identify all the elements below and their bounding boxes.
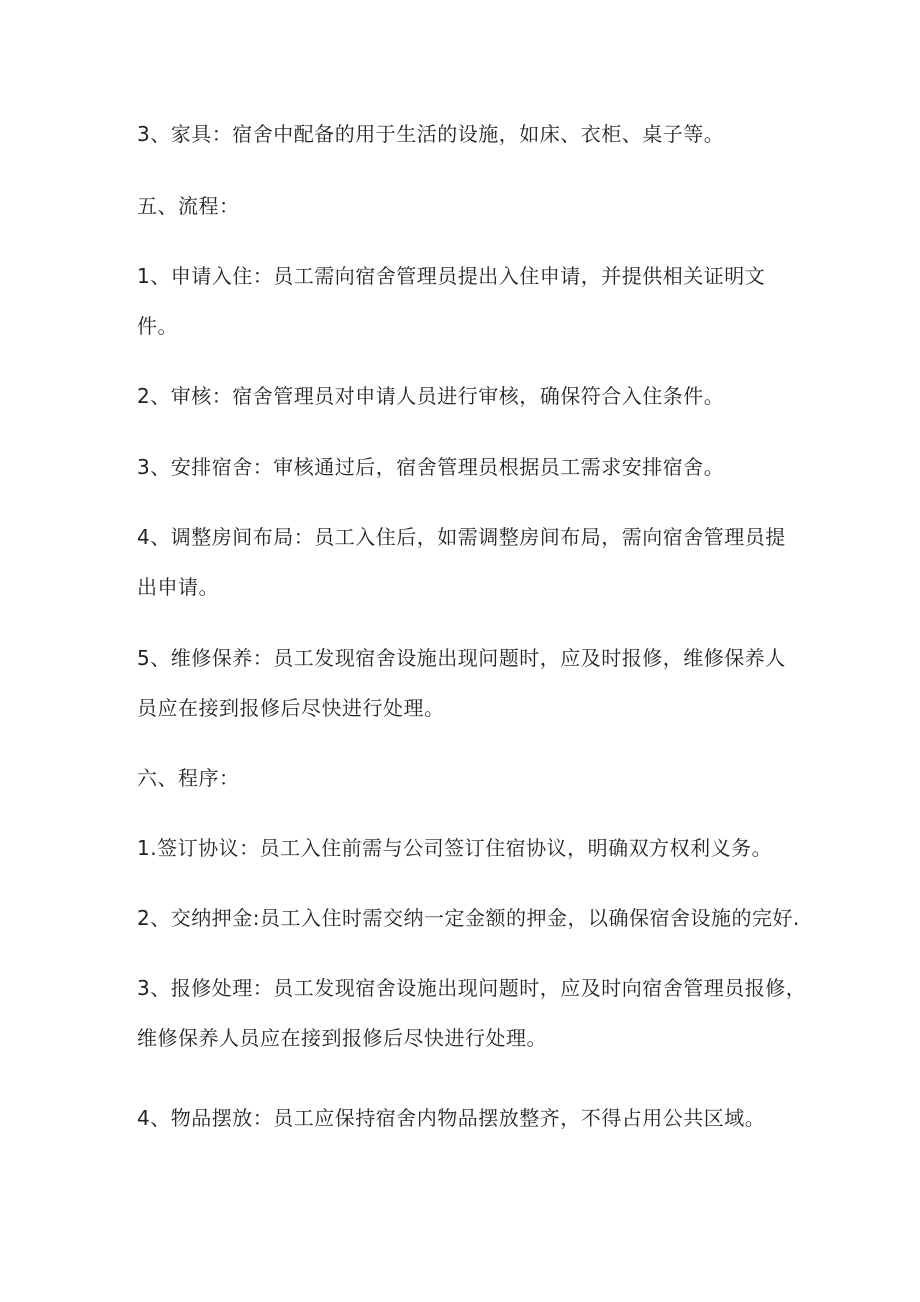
process-step-apply: 1、申请入住：员工需向宿舍管理员提出入住申请，并提供相关证明文 <box>137 264 766 288</box>
process-step-apply-cont: 件。 <box>137 314 178 338</box>
procedure-step-deposit: 2、交纳押金:员工入住时需交纳一定金额的押金，以确保宿舍设施的完好. <box>137 906 800 930</box>
process-step-adjust-layout: 4、调整房间布局：员工入住后，如需调整房间布局，需向宿舍管理员提 <box>137 525 786 549</box>
section-heading-procedure: 六、程序： <box>137 766 240 790</box>
procedure-step-repair: 3、报修处理：员工发现宿舍设施出现问题时，应及时向宿舍管理员报修， <box>137 976 807 1000</box>
procedure-step-belongings: 4、物品摆放：员工应保持宿舍内物品摆放整齐，不得占用公共区域。 <box>137 1106 766 1130</box>
item-furniture: 3、家具：宿舍中配备的用于生活的设施，如床、衣柜、桌子等。 <box>137 122 725 146</box>
procedure-step-repair-cont: 维修保养人员应在接到报修后尽快进行处理。 <box>137 1026 547 1050</box>
section-heading-process: 五、流程： <box>137 194 240 218</box>
procedure-step-agreement: 1.签订协议：员工入住前需与公司签订住宿协议，明确双方权利义务。 <box>137 836 773 860</box>
process-step-maintenance-cont: 员应在接到报修后尽快进行处理。 <box>137 696 445 720</box>
process-step-maintenance: 5、维修保养：员工发现宿舍设施出现问题时，应及时报修，维修保养人 <box>137 646 786 670</box>
process-step-assign: 3、安排宿舍：审核通过后，宿舍管理员根据员工需求安排宿舍。 <box>137 455 725 479</box>
process-step-adjust-layout-cont: 出申请。 <box>137 575 219 599</box>
process-step-review: 2、审核：宿舍管理员对申请人员进行审核，确保符合入住条件。 <box>137 384 725 408</box>
